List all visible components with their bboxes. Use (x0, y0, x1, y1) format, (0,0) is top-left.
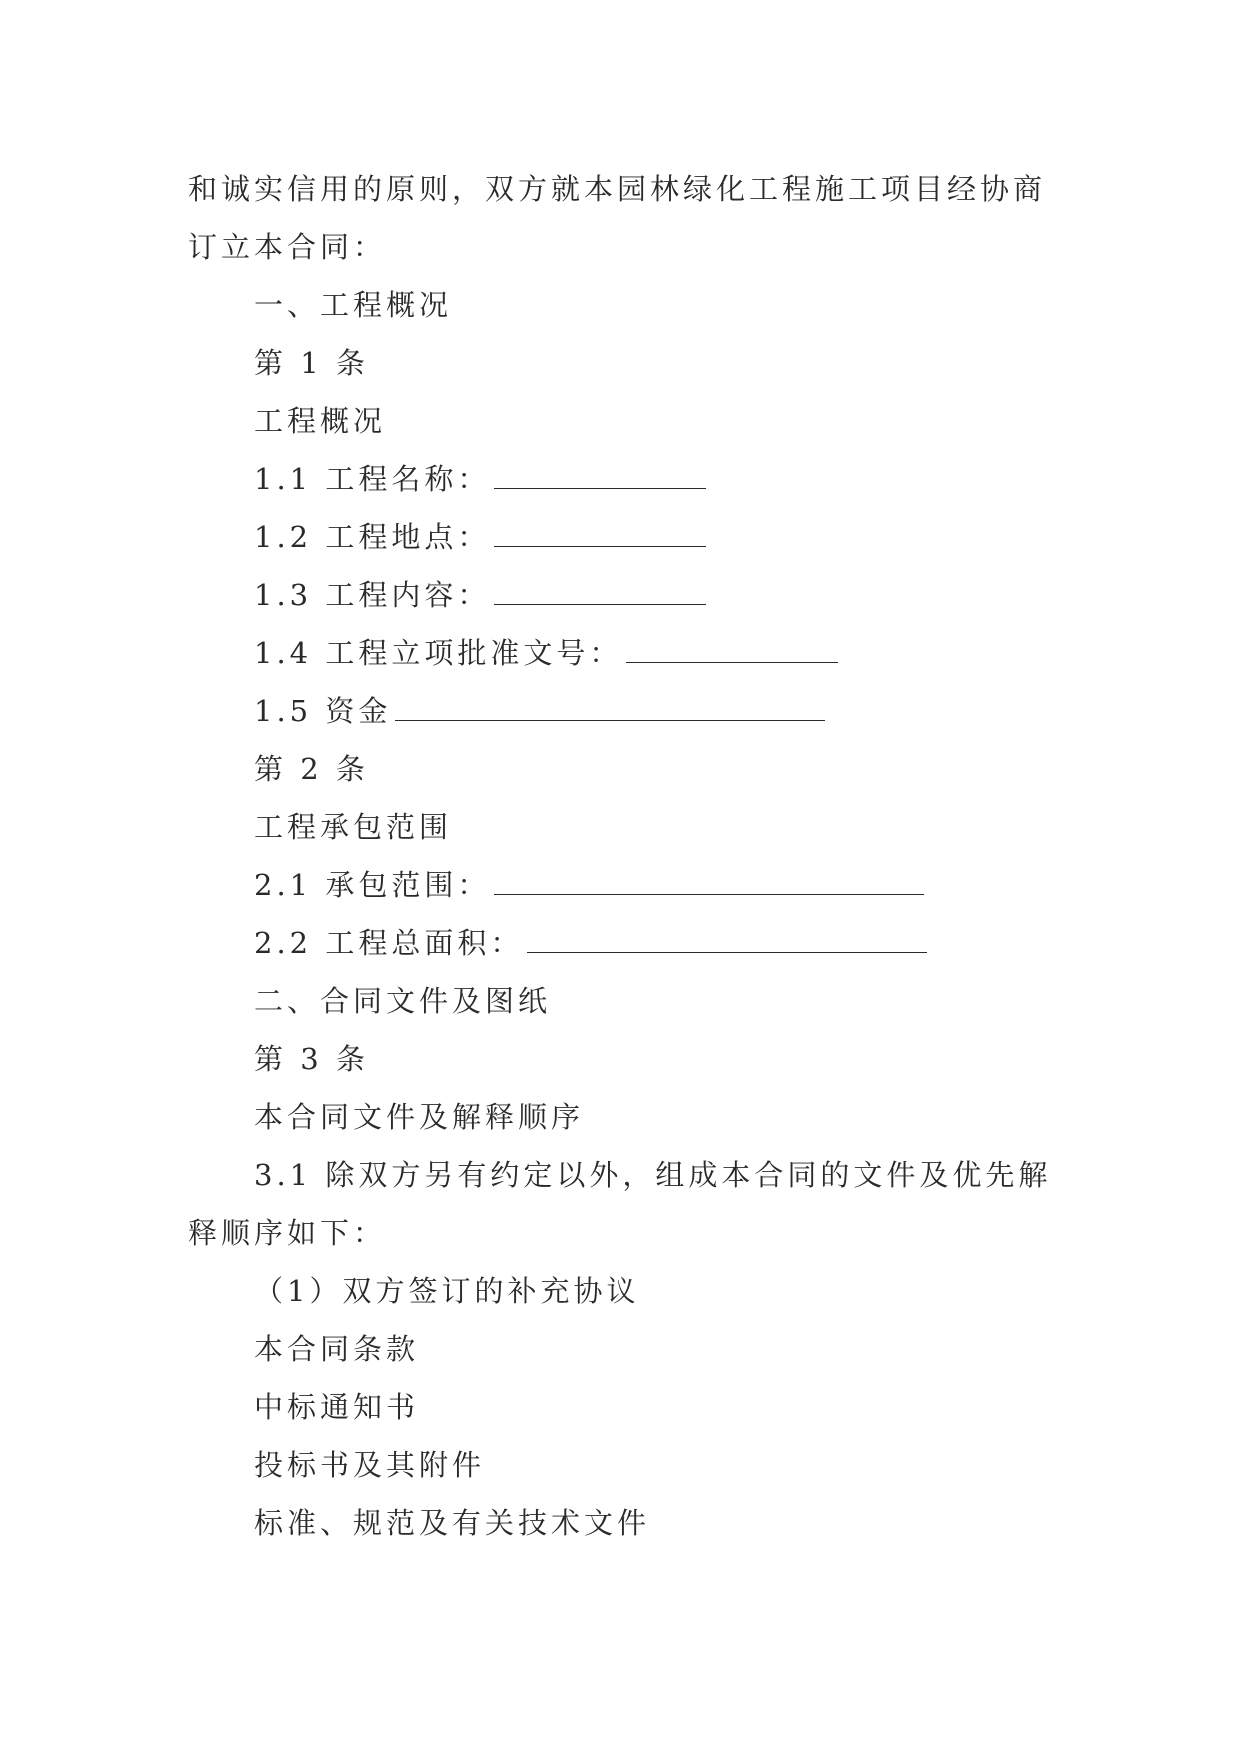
line-text: 第 3 条 (254, 1042, 369, 1076)
line-text: 投标书及其附件 (254, 1448, 486, 1482)
form-field-line (188, 450, 1048, 508)
line-text: 3.1 除双方另有约定以外，组成本合同的文件及优先解 (254, 1158, 1052, 1192)
article-title (188, 1088, 1048, 1146)
form-field-line (188, 508, 1048, 566)
fill-in-blank (494, 522, 706, 547)
field-label: 2.1 承包范围： (254, 868, 491, 902)
field-label: 1.2 工程地点： (254, 520, 491, 554)
section-heading (188, 972, 1048, 1030)
form-field-line (188, 682, 1048, 740)
list-item (188, 1436, 1048, 1494)
form-field-line (188, 856, 1048, 914)
line-text: 本合同文件及解释顺序 (254, 1100, 585, 1134)
document-body (188, 160, 1052, 1552)
paragraph-line (188, 1146, 1052, 1204)
line-text: 标准、规范及有关技术文件 (254, 1506, 651, 1540)
list-item (188, 1262, 1048, 1320)
line-text: 工程概况 (254, 404, 387, 438)
paragraph-line (188, 1204, 1048, 1262)
list-item (188, 1378, 1048, 1436)
fill-in-blank (626, 638, 838, 663)
fill-in-blank (395, 696, 825, 721)
line-text: 中标通知书 (254, 1390, 420, 1424)
field-label: 1.3 工程内容： (254, 578, 491, 612)
form-field-line (188, 914, 1048, 972)
line-text: 释顺序如下： (188, 1216, 387, 1250)
line-text: 第 1 条 (254, 346, 369, 380)
article-title (188, 392, 1048, 450)
section-heading (188, 276, 1048, 334)
field-label: 1.4 工程立项批准文号： (254, 636, 623, 670)
line-text: 本合同条款 (254, 1332, 420, 1366)
fill-in-blank (527, 928, 927, 953)
form-field-line (188, 566, 1048, 624)
line-text: 工程承包范围 (254, 810, 453, 844)
paragraph-line (188, 218, 1048, 276)
article-number (188, 1030, 1048, 1088)
form-field-line (188, 624, 1048, 682)
line-text: 和诚实信用的原则，双方就本园林绿化工程施工项目经协商 (188, 172, 1047, 206)
fill-in-blank (494, 464, 706, 489)
paragraph-line (188, 160, 1048, 218)
line-text: 一、工程概况 (254, 288, 453, 322)
article-title (188, 798, 1048, 856)
list-item (188, 1320, 1048, 1378)
fill-in-blank (494, 580, 706, 605)
line-text: （1）双方签订的补充协议 (254, 1274, 640, 1308)
article-number (188, 334, 1048, 392)
line-text: 二、合同文件及图纸 (254, 984, 552, 1018)
line-text: 第 2 条 (254, 752, 369, 786)
line-text: 订立本合同： (188, 230, 387, 264)
field-label: 2.2 工程总面积： (254, 926, 524, 960)
fill-in-blank (494, 870, 924, 895)
article-number (188, 740, 1048, 798)
field-label: 1.5 资金 (254, 694, 392, 728)
list-item (188, 1494, 1048, 1552)
field-label: 1.1 工程名称： (254, 462, 491, 496)
